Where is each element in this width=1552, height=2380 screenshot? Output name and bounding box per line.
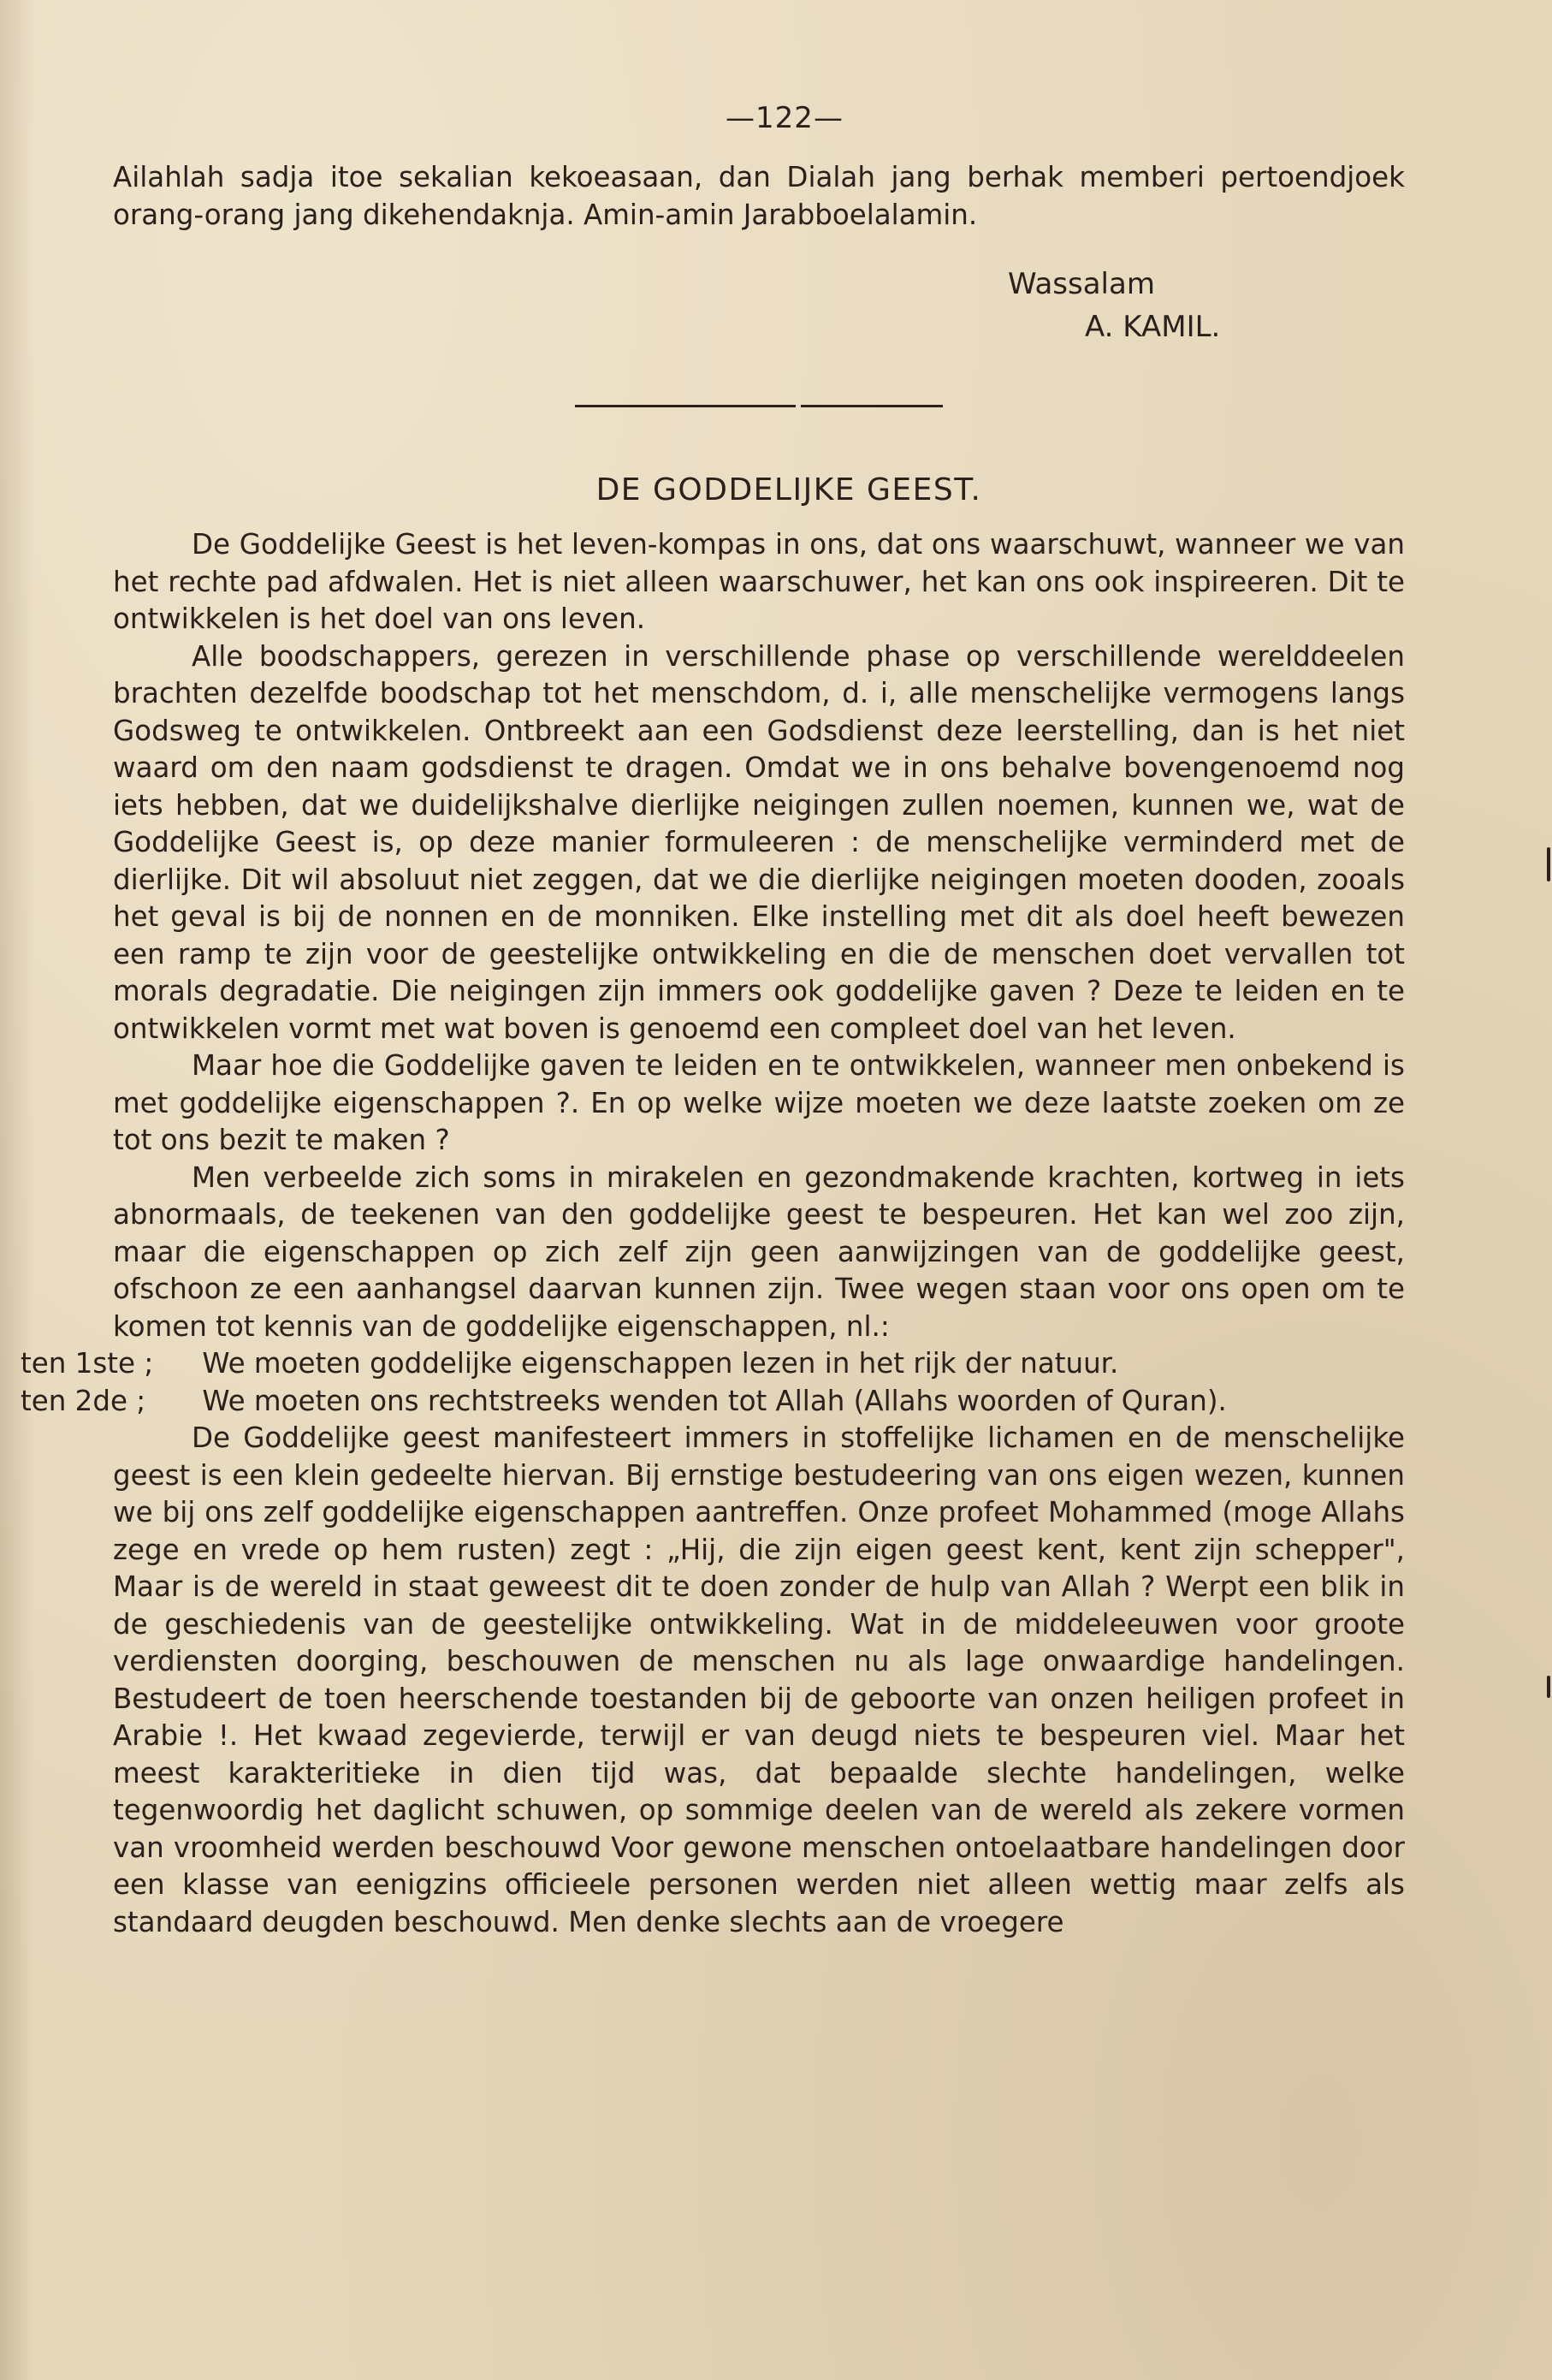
article-title: DE GODDELIJKE GEEST.	[595, 472, 982, 507]
divider-line-left	[575, 405, 796, 407]
signature: A. KAMIL.	[1085, 310, 1221, 344]
article-paragraph: De Goddelijke Geest is het leven-kompas in ons, dat ons waarschuwt, wanneer we van het rechte pad afdwalen. Het is niet alleen waarschuwer, het kan ons ook inspireeren. Dit te ontwikkelen is het doel van ons leven.	[113, 528, 1405, 635]
list-text: We moeten goddelijke eigenschappen lezen in het rijk der natuur.	[202, 1347, 1119, 1380]
article-paragraph-closing: De Goddelijke geest manifesteert immers in stoffelijke lichamen en de menschelijke geest is een klein gedeelte hiervan. Bij ernstige bestudeering van ons eigen wezen, kunnen we bij ons zelf goddelijke eigenschappen aantreffen. Onze profeet Mohammed (moge Allahs zege en vrede op hem rusten) zegt : „Hij, die zijn eigen geest kent, kent zijn schepper", Maar is de wereld in staat geweest dit te doen zonder de hulp van Allah ? Werpt een blik in de geschiedenis van de geestelijke ontwikkeling. Wat in de middeleeuwen voor groote verdiensten doorging, beschouwen de menschen nu als lage onwaardige handelingen. Bestudeert de toen heerschende toestanden bij de geboorte van onzen heiligen profeet in Arabie !. Het kwaad zegevierde, terwijl er van deugd niets te bespeuren viel. Maar het meest karakteritieke in dien tijd was, dat bepaalde slechte handelingen, welke tegenwoordig het daglicht schuwen, op sommige deelen van de wereld als zekere vormen van vroomheid werden beschouwd Voor gewone menschen ontoelaatbare handelingen door een klasse van eenigzins officieele personen werden niet alleen wettig maar zelfs als standaard deugden beschouwd. Men denke slechts aan de vroegere	[113, 1421, 1405, 1938]
divider-line-right	[801, 405, 943, 407]
salutation: Wassalam	[1008, 267, 1155, 301]
list-item-second: ten 2de ; We moeten ons rechtstreeks wenden tot Allah (Allahs woorden of Quran).	[21, 1384, 1227, 1417]
article-paragraph: Alle boodschappers, gerezen in verschillende phase op verschillende werelddeelen brachten dezelfde boodschap tot het menschdom, d. i, alle menschelijke vermogens langs Godsweg te ontwikkelen. Ontbreekt aan een Godsdienst deze leerstelling, dan is het niet waard om den naam godsdienst te dragen. Omdat we in ons behalve bovengenoemd nog iets hebben, dat we duidelijkshalve dierlijke neigingen zullen noemen, kunnen we, wat de Goddelijke Geest is, op deze manier formuleeren : de menschelijke verminderd met de dierlijke. Dit wil absoluut niet zeggen, dat we die dierlijke neigingen moeten dooden, zooals het geval is bij de nonnen en de monniken. Elke instelling met dit als doel heeft bewezen een ramp te zijn voor de geestelijke ontwikkeling en die de menschen doet vervallen tot morals degradatie. Die neigingen zijn immers ook goddelijke gaven ? Deze te leiden en te ontwikkelen vormt met wat boven is genoemd een compleet doel van het leven.	[113, 639, 1405, 1045]
edge-mark-bottom	[1547, 1676, 1550, 1698]
edge-mark-top	[1547, 847, 1550, 881]
section-divider	[575, 405, 1405, 407]
list-text: We moeten ons rechtstreeks wenden tot Allah (Allahs woorden of Quran).	[202, 1384, 1227, 1417]
letter-closing	[1008, 263, 1405, 348]
page-number: —122—	[726, 101, 844, 135]
page-content	[21, 101, 1405, 1941]
list-item-first: ten 1ste ; We moeten goddelijke eigenschappen lezen in het rijk der natuur.	[21, 1347, 1119, 1380]
article-body	[21, 526, 1405, 1941]
intro-paragraph: Ailahlah sadja itoe sekalian kekoeasaan, dan Dialah jang berhak memberi pertoendjoek orang-orang jang dikehendaknja. Amin-amin Jarabboelalamin.	[113, 161, 1405, 231]
article-paragraph: Maar hoe die Goddelijke gaven te leiden en te ontwikkelen, wanneer men onbekend is met goddelijke eigenschappen ?. En op welke wijze moeten we deze laatste zoeken om ze tot ons bezit te maken ?	[113, 1049, 1405, 1156]
article-paragraph: Men verbeelde zich soms in mirakelen en gezondmakende krachten, kortweg in iets abnormaals, de teekenen van den goddelijke geest te bespeuren. Het kan wel zoo zijn, maar die eigenschappen op zich zelf zijn geen aanwijzingen van de goddelijke geest, ofschoon ze een aanhangsel daarvan kunnen zijn. Twee wegen staan voor ons open om te komen tot kennis van de goddelijke eigenschappen, nl.:	[113, 1160, 1405, 1343]
